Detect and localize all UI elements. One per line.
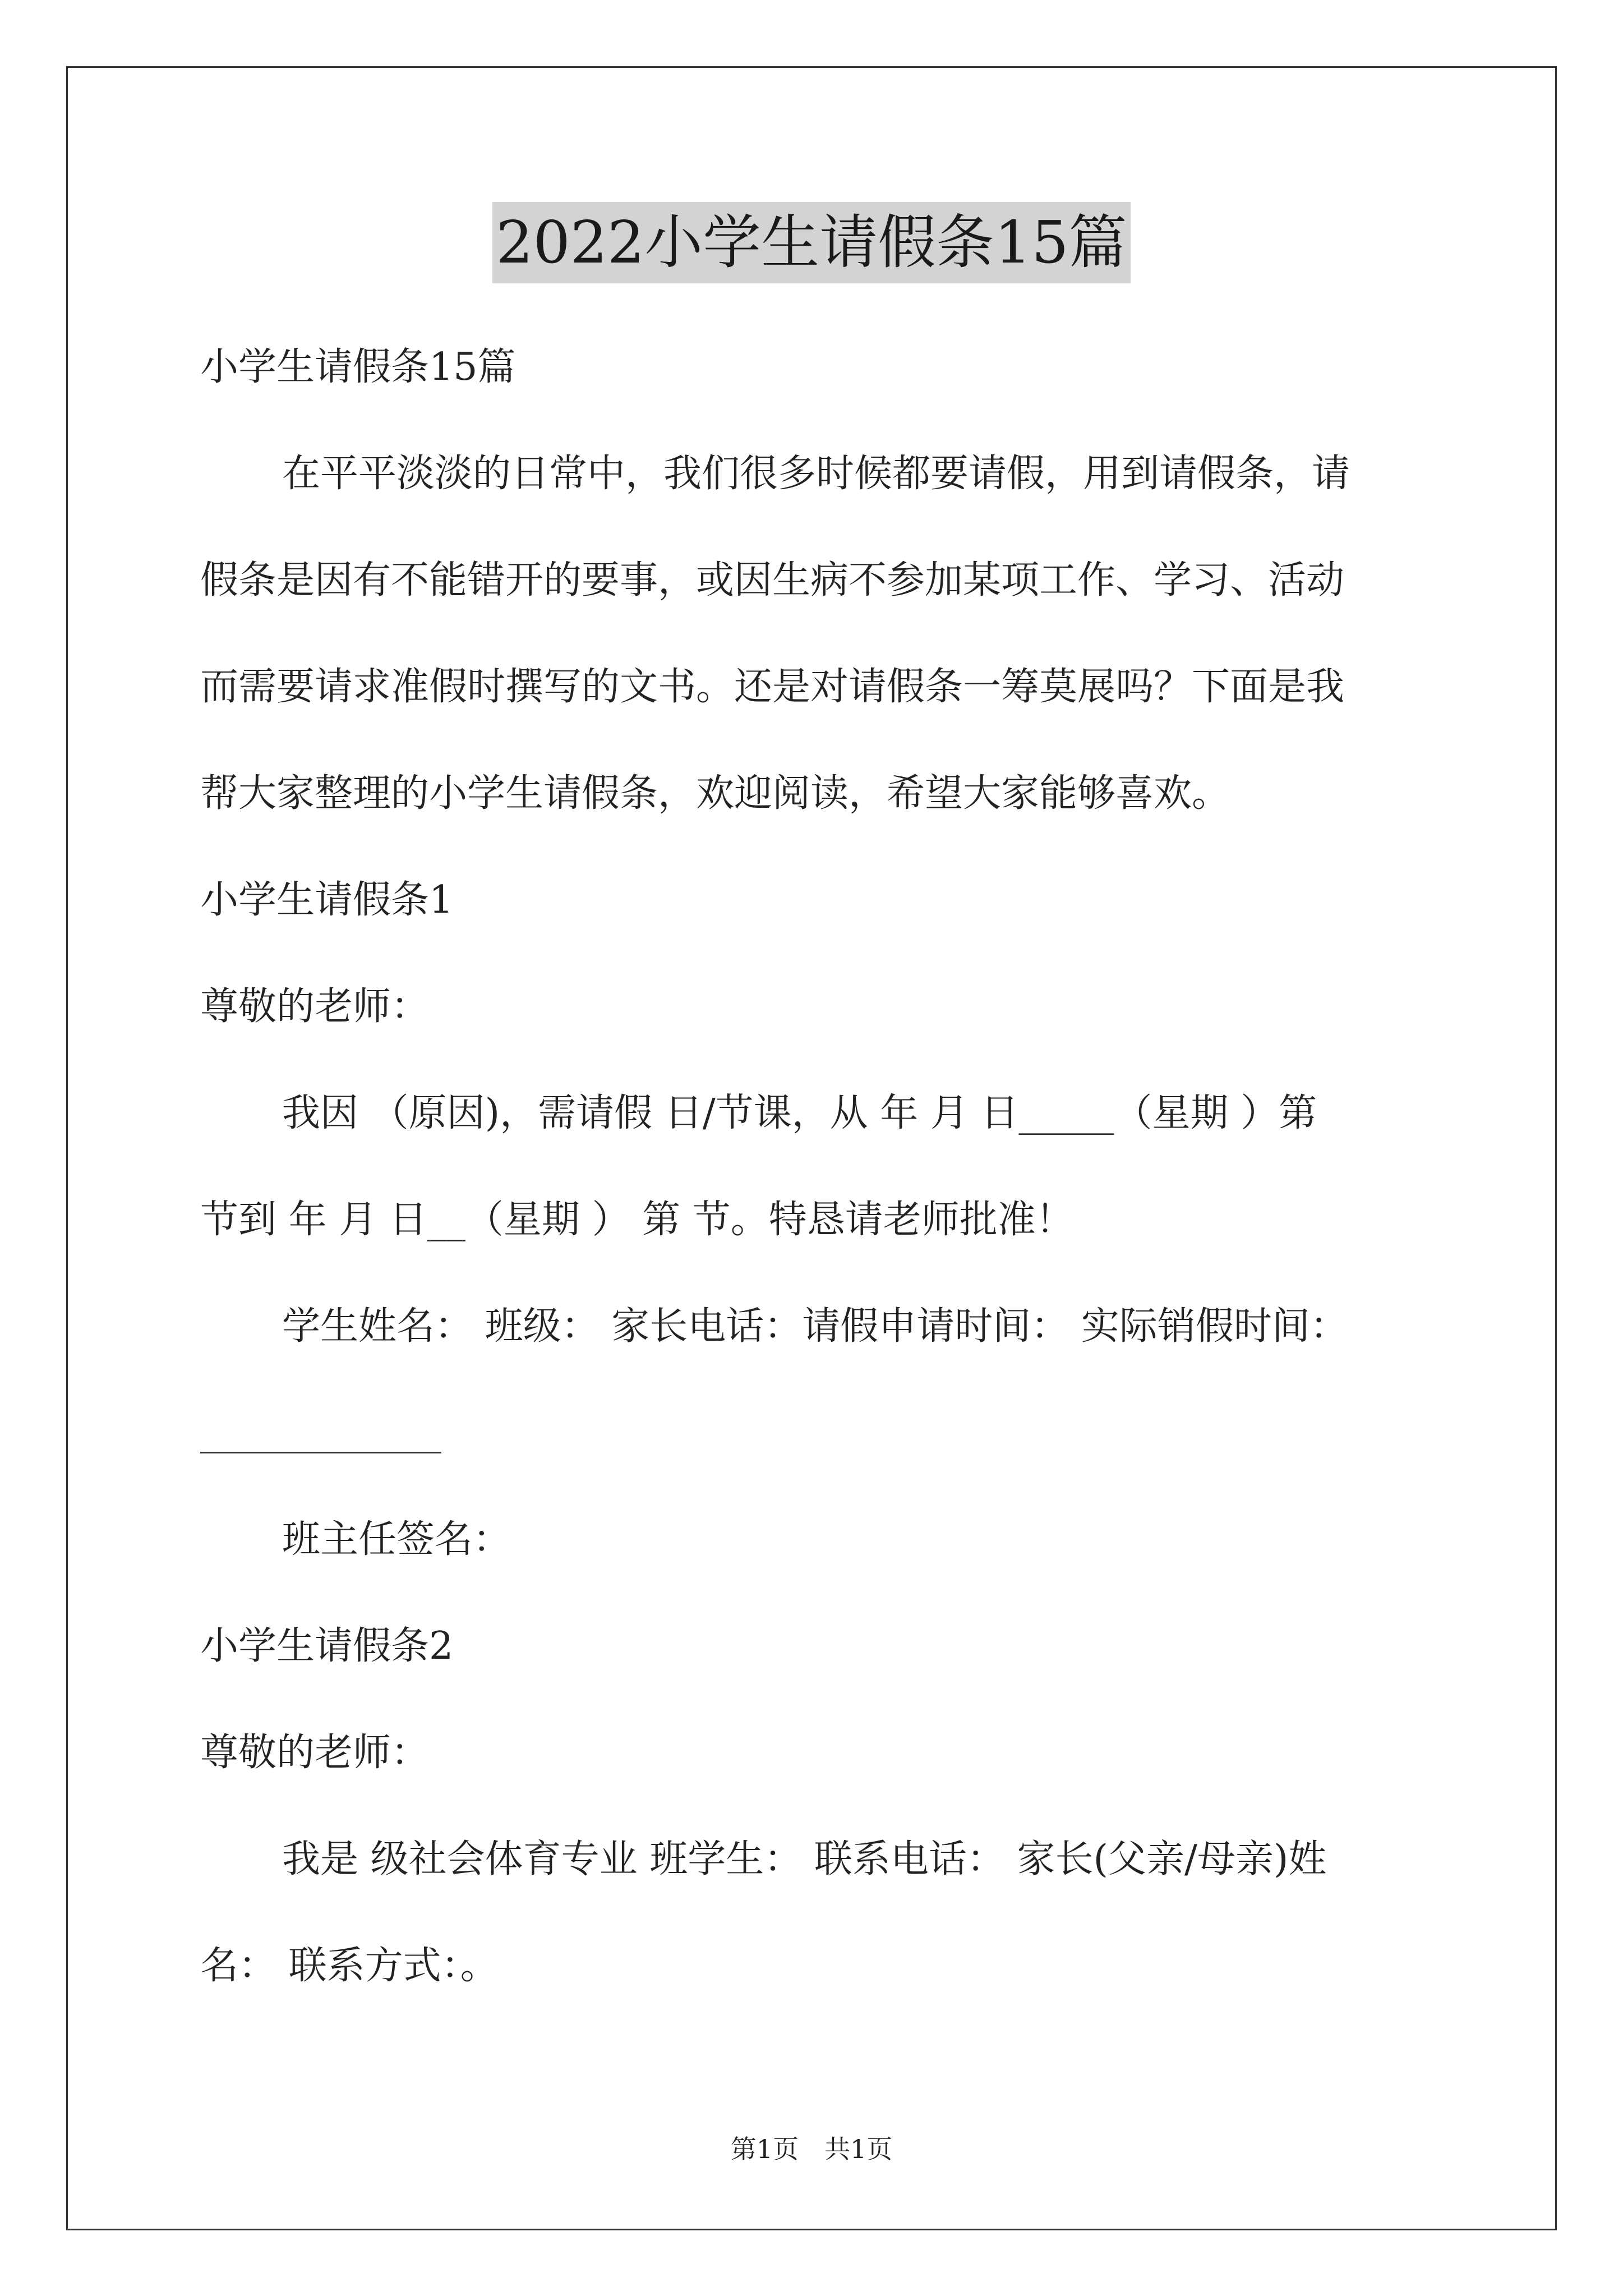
paragraph-line: 帮大家整理的小学生请假条，欢迎阅读，希望大家能够喜欢。 (200, 771, 1230, 816)
paragraph-line: 节到 年 月 日__（星期 ） 第 节。特恳请老师批准！ (200, 1198, 1074, 1242)
subtitle-line: 小学生请假条15篇 (200, 345, 516, 389)
page-footer (0, 2129, 1623, 2166)
paragraph-line: 我因 （原因)，需请假 日/节课，从 年 月 日_____（星期 ）第 (282, 1091, 1317, 1135)
paragraph-line: 我是 级社会体育专业 班学生： 联系电话： 家长(父亲/母亲)姓 (282, 1837, 1327, 1881)
blank-underline-row (200, 1380, 1428, 1487)
section-heading: 小学生请假条1 (200, 878, 454, 922)
paragraph-line: 假条是因有不能错开的要事，或因生病不参加某项工作、学习、活动 (200, 558, 1345, 602)
section-heading: 小学生请假条2 (200, 1624, 454, 1668)
document-body (200, 314, 1428, 2019)
page-number: 第1页 共1页 (730, 2134, 893, 2164)
signature-line: 班主任签名： (282, 1517, 511, 1562)
paragraph-line: 名： 联系方式：。 (200, 1944, 499, 1988)
salutation-line: 尊敬的老师： (200, 984, 430, 1029)
paragraph-line: 而需要请求准假时撰写的文书。还是对请假条一筹莫展吗？下面是我 (200, 665, 1345, 709)
salutation-line: 尊敬的老师： (200, 1731, 430, 1775)
blank-underline (200, 1452, 441, 1453)
document-title: 2022小学生请假条15篇 (492, 202, 1130, 283)
title-container (0, 202, 1623, 283)
paragraph-line: 在平平淡淡的日常中，我们很多时候都要请假，用到请假条，请 (282, 452, 1350, 496)
form-fields-line: 学生姓名： 班级： 家长电话：请假申请时间： 实际销假时间： (282, 1304, 1348, 1349)
